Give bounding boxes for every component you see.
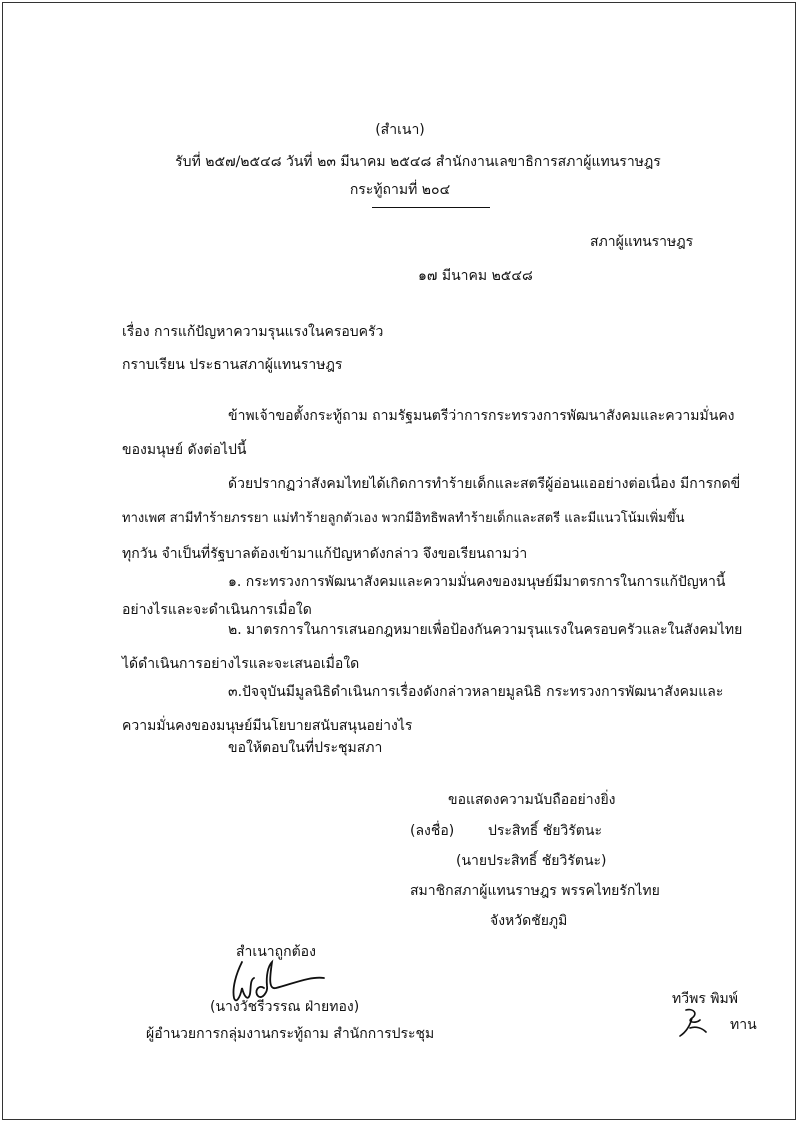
province: จังหวัดชัยภูมิ xyxy=(490,913,568,929)
body-paragraph-1-line-1: ข้าพเจ้าขอตั้งกระทู้ถาม ถามรัฐมนตรีว่าการกระทรวงการพัฒนาสังคมและความมั่นคง xyxy=(228,408,735,424)
certifier-position: ผู้อำนวยการกลุ่มงานกระทู้ถาม สำนักการประชุม xyxy=(146,1026,435,1042)
certified-copy-label: สำเนาถูกต้อง xyxy=(236,944,316,960)
institution: สภาผู้แทนราษฎร xyxy=(590,234,694,250)
closing-phrase: ขอแสดงความนับถืออย่างยิ่ง xyxy=(448,792,616,808)
member-position: สมาชิกสภาผู้แทนราษฎร พรรคไทยรักไทย xyxy=(410,883,660,899)
question-1-line-1: ๑. กระทรวงการพัฒนาสังคมและความมั่นคงของมนุษย์มีมาตรการในการแก้ปัญหานี้ xyxy=(228,574,726,590)
salutation: กราบเรียน ประธานสภาผู้แทนราษฎร xyxy=(122,357,343,373)
question-2-line-2: ได้ดำเนินการอย่างไรและจะเสนอเมื่อใด xyxy=(122,656,360,672)
question-2-line-1: ๒. มาตรการในการเสนอกฎหมายเพื่อป้องกันความรุนแรงในครอบครัวและในสังคมไทย xyxy=(228,622,743,638)
signed-label: (ลงชื่อ) xyxy=(410,823,455,839)
question-3-line-2: ความมั่นคงของมนุษย์มีนโยบายสนับสนุนอย่างไร xyxy=(122,718,413,734)
letter-date: ๑๗ มีนาคม ๒๕๔๘ xyxy=(418,268,533,284)
body-paragraph-2-line-3: ทุกวัน จำเป็นที่รัฐบาลต้องเข้ามาแก้ปัญหาดังกล่าว จึงขอเรียนถามว่า xyxy=(122,546,528,562)
closing-request: ขอให้ตอบในที่ประชุมสภา xyxy=(228,740,383,756)
question-1-line-2: อย่างไรและจะดำเนินการเมื่อใด xyxy=(122,602,312,618)
printed-name: (นายประสิทธิ์ ชัยวิรัตนะ) xyxy=(456,853,607,869)
checked-by: ทาน xyxy=(730,1017,757,1033)
body-paragraph-2-line-2: ทางเพศ สามีทำร้ายภรรยา แม่ทำร้ายลูกตัวเอง พวกมีอิทธิพลทำร้ายเด็กและสตรี และมีแนวโน้มเพิ่มขึ้น xyxy=(122,511,685,526)
question-number: กระทู้ถามที่ ๒๐๔ xyxy=(349,182,451,198)
header-underline xyxy=(372,207,490,208)
subject-line: เรื่อง การแก้ปัญหาความรุนแรงในครอบครัว xyxy=(122,324,384,340)
body-paragraph-2-line-1: ด้วยปรากฏว่าสังคมไทยได้เกิดการทำร้ายเด็กและสตรีผู้อ่อนแออย่างต่อเนื่อง มีการกดขี่ xyxy=(228,476,741,492)
certifier-name: (นางวัชรีวรรณ ฝ่ายทอง) xyxy=(210,999,360,1015)
receipt-line: รับที่ ๒๕๗/๒๕๔๘ วันที่ ๒๓ มีนาคม ๒๕๔๘ สำนักงานเลขาธิการสภาผู้แทนราษฎร xyxy=(175,154,661,170)
copy-mark: (สำเนา) xyxy=(375,122,425,138)
question-3-line-1: ๓.ปัจจุบันมีมูลนิธิดำเนินการเรื่องดังกล่าวหลายมูลนิธิ กระทรวงการพัฒนาสังคมและ xyxy=(228,684,724,700)
typed-by: ทวีพร พิมพ์ xyxy=(672,991,738,1007)
checker-initials xyxy=(676,1006,716,1040)
signed-name: ประสิทธิ์ ชัยวิรัตนะ xyxy=(488,823,602,839)
body-paragraph-1-line-2: ของมนุษย์ ดังต่อไปนี้ xyxy=(122,442,247,458)
